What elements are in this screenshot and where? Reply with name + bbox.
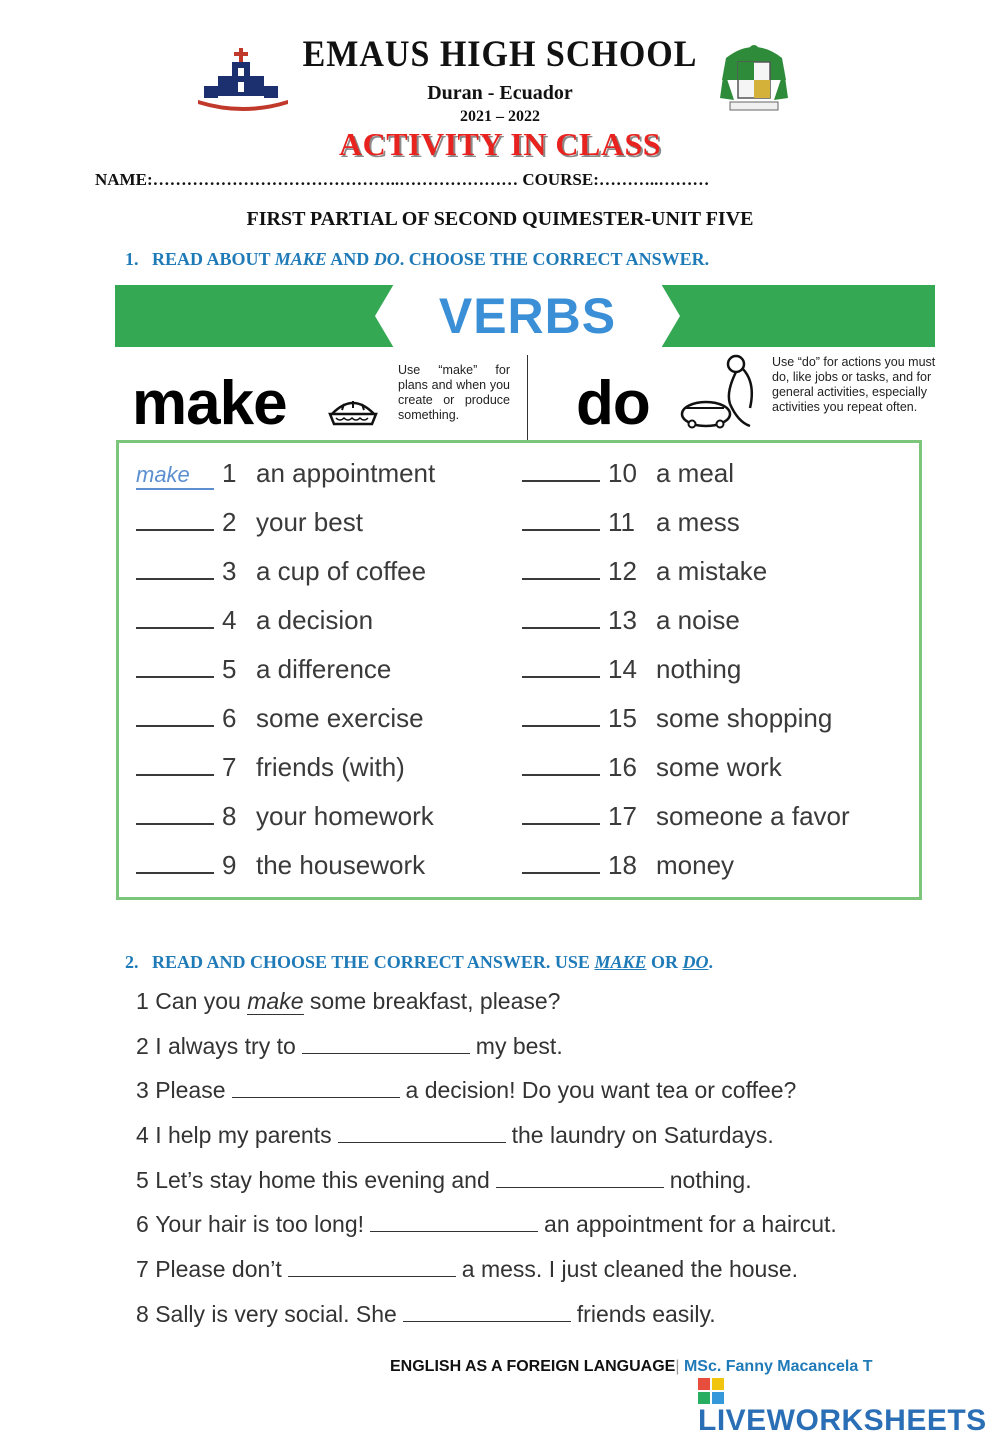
sentence-3: 3 Please a decision! Do you want tea or coffee? (136, 1077, 797, 1103)
exercise1-item-6: 6 some exercise (136, 703, 424, 734)
exercise1-item-2: 2 your best (136, 507, 363, 538)
answer-blank[interactable] (136, 509, 214, 531)
answer-blank[interactable] (136, 754, 214, 776)
school-year: 2021 – 2022 (460, 108, 540, 125)
exercise1-item-10: 10 a meal (522, 458, 734, 489)
footer-line (390, 1358, 872, 1376)
liveworksheets-logo[interactable] (698, 1378, 1000, 1438)
example-answer: make (136, 462, 214, 490)
sentence-1: 1 Can you make some breakfast, please? (136, 988, 561, 1014)
answer-blank[interactable] (288, 1258, 456, 1277)
footer-teacher: MSc. Fanny Macancela T (683, 1358, 873, 1375)
exercise1-item-17: 17 someone a favor (522, 801, 850, 832)
verbs-title: VERBS (438, 288, 617, 344)
make-description: Use “make” for plans and when you create or produce something. (398, 363, 510, 422)
answer-blank[interactable] (136, 558, 214, 580)
exercise1-item-16: 16 some work (522, 752, 782, 783)
sentence-5: 5 Let’s stay home this evening and nothing. (136, 1167, 752, 1193)
sentence-8: 8 Sally is very social. She friends easily. (136, 1301, 716, 1327)
answer-blank[interactable] (136, 803, 214, 825)
partial-title: FIRST PARTIAL OF SECOND QUIMESTER-UNIT FIVE (246, 208, 754, 230)
footer-separator: | (675, 1358, 680, 1375)
section2-instruction: 2. READ AND CHOOSE THE CORRECT ANSWER. USE MAKE OR DO. (125, 952, 713, 972)
answer-blank[interactable] (496, 1169, 664, 1188)
answer-blank[interactable] (522, 558, 600, 580)
answer-blank[interactable] (522, 803, 600, 825)
verbs-divider (527, 355, 528, 440)
exercise1-item-5: 5 a difference (136, 654, 391, 685)
answer-blank[interactable] (522, 705, 600, 727)
answer-blank[interactable] (522, 656, 600, 678)
answer-blank[interactable] (522, 460, 600, 482)
answer-blank[interactable] (522, 509, 600, 531)
exercise1-item-4: 4 a decision (136, 605, 373, 636)
answer-blank[interactable] (403, 1303, 571, 1322)
exercise1-item-15: 15 some shopping (522, 703, 832, 734)
answer-blank[interactable] (522, 607, 600, 629)
liveworksheets-icon (698, 1378, 724, 1404)
vacuum-icon (678, 352, 760, 432)
exercise1-item-18: 18 money (522, 850, 734, 881)
answer-blank[interactable] (136, 852, 214, 874)
name-course-row: NAME:……………………………………..………………… COURSE:………..……… (95, 170, 710, 189)
sentence-4: 4 I help my parents the laundry on Saturdays. (136, 1122, 774, 1148)
exercise1-item-8: 8 your homework (136, 801, 434, 832)
answer-blank[interactable] (136, 607, 214, 629)
school-city: Duran - Ecuador (427, 82, 573, 104)
answer-blank[interactable] (232, 1079, 400, 1098)
answer-blank[interactable] (370, 1213, 538, 1232)
exercise1-item-7: 7 friends (with) (136, 752, 405, 783)
do-description: Use “do” for actions you must do, like jobs or tasks, and for general activities, especially activities you repeat often. (772, 355, 936, 414)
answer-blank[interactable] (136, 705, 214, 727)
pie-icon (328, 392, 378, 432)
exercise1-item-9: 9 the housework (136, 850, 425, 881)
answer-blank[interactable] (522, 852, 600, 874)
exercise1-item-11: 11 a mess (522, 507, 740, 538)
exercise1-item-14: 14 nothing (522, 654, 741, 685)
answer-blank[interactable] (522, 754, 600, 776)
answer-blank[interactable] (302, 1035, 470, 1054)
footer-subject: ENGLISH AS A FOREIGN LANGUAGE (390, 1358, 676, 1375)
answer-blank[interactable] (136, 656, 214, 678)
exercise1-item-12: 12 a mistake (522, 556, 767, 587)
answer-blank[interactable] (338, 1124, 506, 1143)
do-heading: do (576, 369, 650, 438)
sentence-6: 6 Your hair is too long! an appointment for a haircut. (136, 1211, 837, 1237)
exercise1-item-13: 13 a noise (522, 605, 740, 636)
make-heading: make (132, 369, 287, 438)
school-name: EMAUS HIGH SCHOOL (302, 34, 698, 75)
exercise1-item-3: 3 a cup of coffee (136, 556, 426, 587)
example-sentence-answer: make (247, 988, 304, 1014)
sentence-2: 2 I always try to my best. (136, 1033, 563, 1059)
liveworksheets-brand: LIVEWORKSHEETS (698, 1404, 987, 1437)
activity-title: ACTIVITY IN CLASS (338, 126, 662, 162)
exercise1-item-1: make 1 an appointment (136, 458, 436, 488)
sentence-7: 7 Please don’t a mess. I just cleaned the house. (136, 1256, 799, 1282)
section1-instruction: 1. READ ABOUT MAKE AND DO. CHOOSE THE CORRECT ANSWER. (125, 249, 710, 269)
